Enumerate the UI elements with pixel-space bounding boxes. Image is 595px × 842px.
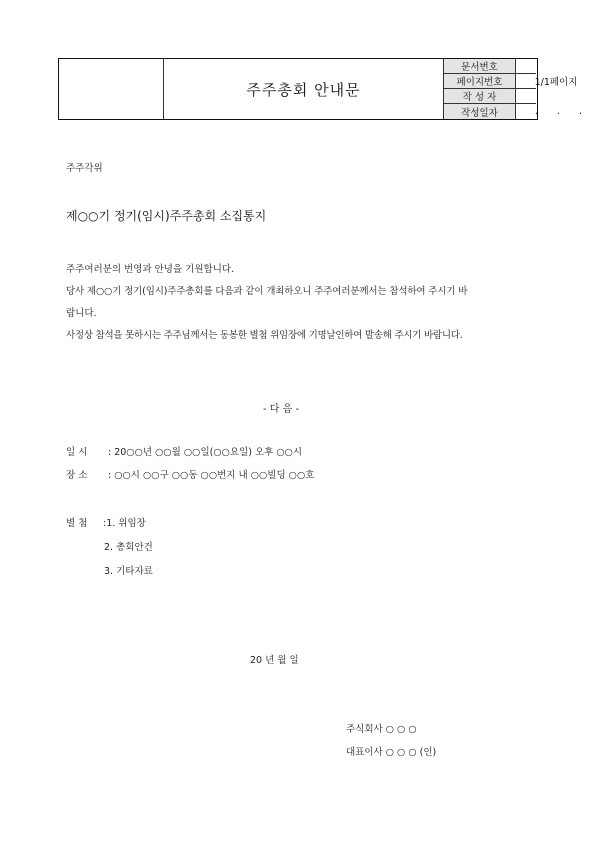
body-line: 주주여러분의 번영과 안녕을 기원합니다.: [66, 264, 235, 275]
place-label: 장 소: [66, 470, 88, 481]
meta-value: [516, 59, 595, 73]
attachment-item: :1. 위임장: [103, 518, 146, 529]
ceo-signature: 대표이사 ○ ○ ○ (인): [346, 747, 437, 758]
logo-cell: [59, 59, 164, 119]
place-value: : ○○시 ○○구 ○○동 ○○번지 내 ○○빌딩 ○○호: [108, 470, 315, 481]
body-line: 사정상 참석을 못하시는 주주님께서는 동봉한 별첨 위임장에 기명날인하여 발송해 주시기 바랍니다.: [66, 330, 463, 341]
document-title: 주주총회 안내문: [164, 59, 444, 119]
meta-label: 작 성 자: [444, 89, 516, 103]
attachments-label: 별 첨: [66, 518, 88, 529]
attachment-item: 2. 총회안건: [104, 542, 153, 553]
meta-table: [444, 59, 590, 119]
company-name: 주식회사 ○ ○ ○: [346, 724, 417, 735]
meta-value: 1/1페이지: [534, 77, 578, 88]
body-line: 랍니다.: [66, 308, 97, 319]
datetime-label: 일 시: [66, 447, 88, 458]
salutation: 주주각위: [66, 163, 103, 174]
meta-label: 문서번호: [444, 59, 516, 73]
header-table: [58, 58, 590, 120]
meta-value: . . .: [534, 106, 590, 117]
meta-row-doc-number: [444, 59, 536, 74]
datetime-value: : 20○○년 ○○월 ○○일(○○요일) 오후 ○○시: [108, 447, 303, 458]
attachment-item: 3. 기타자료: [104, 566, 153, 577]
meta-row-page-number: [444, 74, 578, 89]
meta-row-date: [444, 104, 590, 119]
meta-label: 작성일자: [444, 104, 516, 119]
meta-row-author: [444, 89, 536, 104]
body-line: 당사 제○○기 정기(임시)주주총회를 다음과 같이 개최하오니 주주여러분께서는 참석하여 주시기 바: [66, 286, 468, 297]
subject-heading: 제○○기 정기(임시)주주총회 소집통지: [66, 209, 267, 223]
meta-label: 페이지번호: [444, 74, 516, 88]
notice-title: - 다 음 -: [263, 404, 300, 415]
date-line: 20 년 월 일: [250, 655, 299, 666]
meta-value: [516, 89, 595, 103]
